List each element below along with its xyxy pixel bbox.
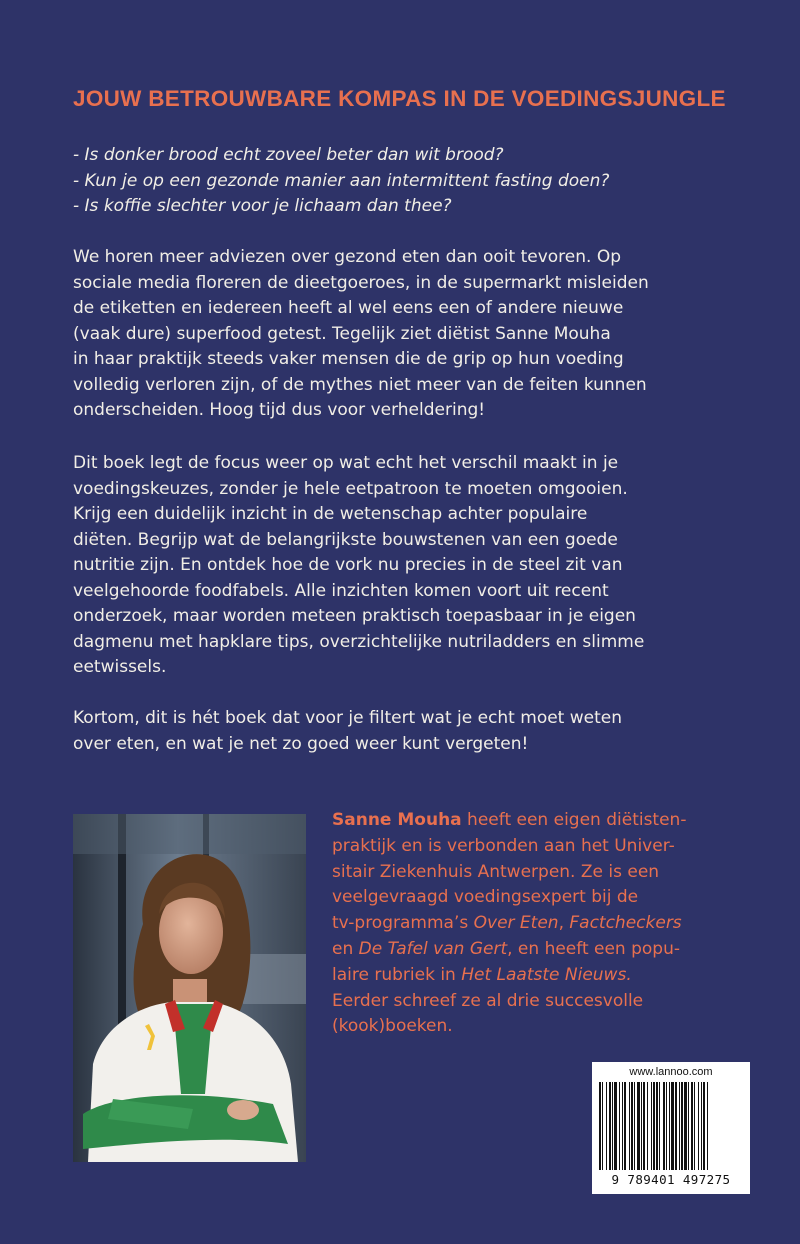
barcode-bar: [629, 1082, 630, 1170]
barcode-bar: [609, 1082, 611, 1170]
question-item: - Kun je op een gezonde manier aan intermittent fasting doen?: [73, 170, 610, 191]
bio-line: Eerder schreef ze al drie succesvolle: [332, 990, 644, 1011]
barcode-bar: [602, 1082, 603, 1170]
barcode-bar: [691, 1082, 693, 1170]
text-line: onderzoek, maar worden meteen praktisch toepasbaar in je eigen: [73, 606, 636, 626]
barcode-bar: [653, 1082, 655, 1170]
text-line: Krijg een duidelijk inzicht in de wetenschap achter populaire: [73, 504, 588, 524]
barcode-bar: [688, 1082, 689, 1170]
barcode-bar: [663, 1082, 665, 1170]
barcode-bar: [622, 1082, 623, 1170]
closing-paragraph: [73, 706, 733, 757]
show-title: Over Eten: [473, 913, 559, 934]
barcode-bar: [684, 1082, 687, 1170]
text-line: sociale media floreren de dieetgoeroes, in de supermarkt misleiden: [73, 272, 649, 293]
question-item: - Is donker brood echt zoveel beter dan wit brood?: [73, 145, 504, 165]
text-line: Dit boek legt de focus weer op wat echt het verschil maakt in je: [73, 453, 619, 473]
barcode-bar: [656, 1082, 658, 1170]
barcode-bar: [624, 1082, 626, 1170]
barcode-bar: [698, 1082, 699, 1170]
barcode-bar: [612, 1082, 613, 1170]
bio-text: ,: [558, 913, 570, 934]
text-line: nutritie zijn. En ontdek hoe de vork nu precies in de steel zit van: [73, 555, 623, 575]
show-title: De Tafel van Gert: [358, 938, 508, 959]
barcode-bar: [666, 1082, 667, 1170]
bio-line: veelgevraagd voedingsexpert bij de: [332, 887, 639, 908]
bio-line: sitair Ziekenhuis Antwerpen. Ze is een: [332, 861, 660, 882]
barcode-bar: [671, 1082, 674, 1170]
barcode-bar: [606, 1082, 607, 1170]
question-item: - Is koffie slechter voor je lichaam dan thee?: [73, 196, 452, 216]
text-line: eetwissels.: [73, 657, 167, 677]
barcode-bar: [643, 1082, 645, 1170]
barcode-bar: [707, 1082, 708, 1170]
barcode-bar: [679, 1082, 680, 1170]
bio-line: (kook)boeken.: [332, 1016, 453, 1037]
bio-line: praktijk en is verbonden aan het Univer-: [332, 835, 675, 856]
barcode-bar: [614, 1082, 617, 1170]
text-line: over eten, en wat je net zo goed weer kunt vergeten!: [73, 733, 529, 754]
bio-line: [332, 963, 742, 989]
text-line: de etiketten en iedereen heeft al wel eens een of andere nieuwe: [73, 298, 624, 318]
bio-text: , en heeft een popu-: [507, 938, 681, 959]
text-line: voedingskeuzes, zonder je hele eetpatroon te moeten omgooien.: [73, 478, 628, 499]
barcode-bar: [703, 1082, 705, 1170]
bio-text: laire rubriek in: [332, 964, 462, 985]
bio-line: [332, 937, 742, 963]
text-line: Kortom, dit is hét boek dat voor je filtert wat je echt moet weten: [73, 708, 623, 728]
author-photo: [73, 814, 306, 1162]
text-line: volledig verloren zijn, of de mythes niet meer van de feiten kunnen: [73, 374, 647, 395]
barcode-bars: [599, 1082, 743, 1170]
text-line: dagmenu met hapklare tips, overzichtelijke nutriladders en slimme: [73, 631, 645, 652]
bio-text: heeft een eigen diëtisten-: [461, 810, 687, 830]
newspaper-title: Het Laatste Nieuws.: [461, 964, 632, 985]
publisher-url: www.lannoo.com: [629, 1066, 713, 1078]
show-title: Factcheckers: [569, 913, 682, 934]
isbn-number: 9 789401 497275: [611, 1172, 731, 1187]
text-line: in haar praktijk steeds vaker mensen die de grip op hun voeding: [73, 349, 624, 369]
barcode-bar: [694, 1082, 695, 1170]
text-line: veelgehoorde foodfabels. Alle inzichten komen voort uit recent: [73, 580, 609, 601]
author-name: Sanne Mouha: [332, 810, 462, 830]
barcode-bar: [675, 1082, 677, 1170]
barcode-bar: [659, 1082, 660, 1170]
text-line: diëten. Begrijp wat de belangrijkste bouwstenen van een goede: [73, 529, 618, 550]
barcode-bar: [641, 1082, 642, 1170]
book-description-paragraph: [73, 451, 733, 681]
barcode-bar: [701, 1082, 702, 1170]
barcode-bar: [631, 1082, 633, 1170]
question-list: [73, 143, 733, 220]
barcode-bar: [619, 1082, 620, 1170]
barcode-bar: [651, 1082, 652, 1170]
barcode-bar: [669, 1082, 670, 1170]
barcode-bar: [681, 1082, 683, 1170]
barcode-bar: [637, 1082, 640, 1170]
bio-text: tv-programma’s: [332, 913, 474, 934]
text-line: onderscheiden. Hoog tijd dus voor verheldering!: [73, 400, 486, 420]
barcode-bar: [599, 1082, 601, 1170]
barcode-bar: [647, 1082, 648, 1170]
author-bio: [332, 808, 742, 1040]
intro-paragraph: [73, 245, 733, 424]
text-line: (vaak dure) superfood getest. Tegelijk ziet diëtist Sanne Mouha: [73, 323, 611, 344]
headline: JOUW BETROUWBARE KOMPAS IN DE VOEDINGSJUNGLE: [73, 86, 726, 111]
text-line: We horen meer adviezen over gezond eten dan ooit tevoren. Op: [73, 247, 622, 267]
barcode-bar: [634, 1082, 635, 1170]
barcode: [592, 1062, 750, 1194]
bio-text: en: [332, 938, 359, 959]
bio-line: [332, 808, 742, 834]
bio-line: [332, 911, 742, 937]
